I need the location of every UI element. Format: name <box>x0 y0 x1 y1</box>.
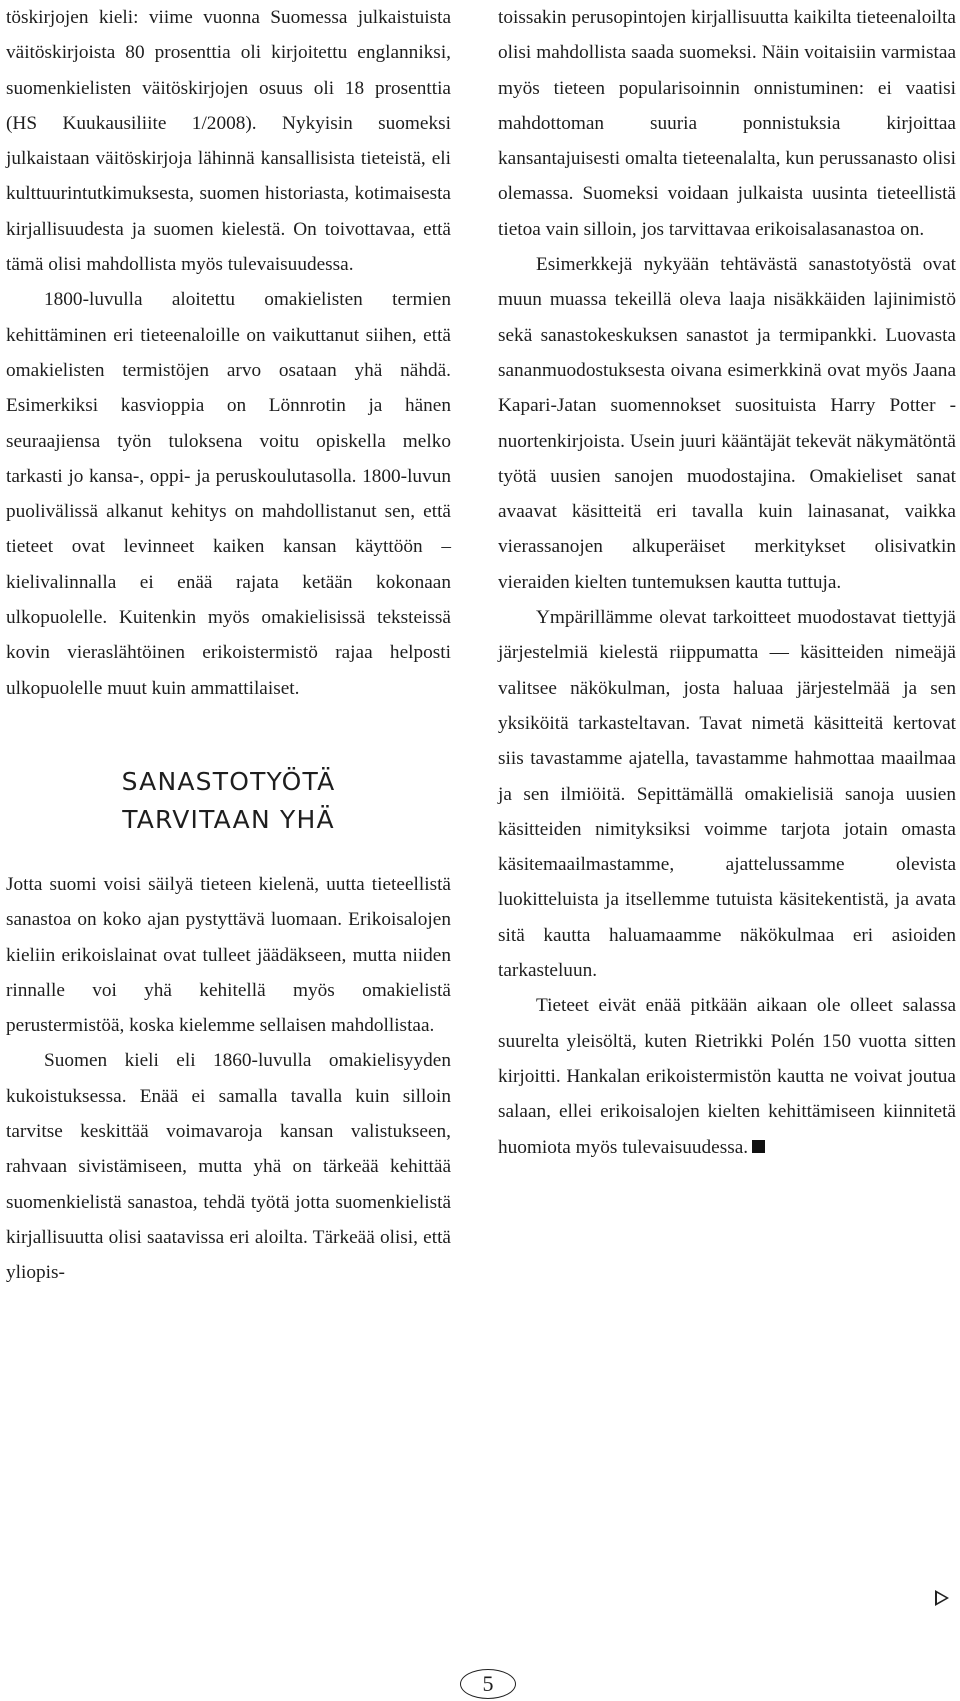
body-paragraph: Ympärillämme olevat tarkoitteet muodostavat tiettyjä järjestelmiä kielestä riippumatta — käsitteiden nimeäjä valitsee näkökulman, josta haluaa järjestelmää ja sen yksiköitä tarkasteltavan. Tavat nimetä käsitteitä kertovat siis tavastamme ajatella, tavastamme hahmottaa maailmaa ja sen ilmiöitä. Sepittämällä omakielisiä sanoja uusien käsitteiden nimityksiksi voimme tarjota jotain omasta käsitemaailmastamme, ajattelussamme olevista luokitteluista ja itsellemme tutuista käsitekentistä, ja avata sitä kautta haluamaamme näkökulmaa eri asioiden tarkasteluun. <box>498 607 956 982</box>
section-heading <box>6 763 451 839</box>
body-paragraph: toissakin perusopintojen kirjallisuutta kaikilta tieteenaloilta olisi mahdollista saada suomeksi. Näin voitaisiin varmistaa myös tieteen popularisoinnin onnistuminen: ei vaatisi mahdottoman suuria ponnistuksia kirjoittaa kansantajuisesti omalta tieteenalalta, kun perussanasto olisi olemassa. Suomeksi voidaan julkaista uusinta tieteellistä tietoa vain silloin, jos tarvittavaa erikoisalasanastoa on. <box>498 7 956 240</box>
triangle-right-icon[interactable] <box>935 1590 949 1606</box>
section-heading-line: SANASTOTYÖTÄ <box>121 766 336 796</box>
body-paragraph: Esimerkkejä nykyään tehtävästä sanastotyöstä ovat muun muassa tekeillä oleva laaja nisäkkäiden lajinimistö sekä sanastokeskuksen sanastot ja termipankki. Luovasta sananmuodostuksesta oivana esimerkkinä ovat myös Jaana Kapari-Jatan suomennokset suosituista Harry Potter -nuortenkirjoista. Usein juuri kääntäjät tekevät näkymätöntä työtä uusien sanojen muodostajina. Omakieliset sanat avaavat käsitteitä eri tavalla kuin lainasanat, vaikka vierassanojen alkuperäiset merkitykset olisivatkin vieraiden kielten tuntemuksen kautta tuttuja. <box>498 254 956 593</box>
black-square-icon <box>752 1140 765 1153</box>
right-column <box>498 0 956 1165</box>
body-paragraph <box>498 988 956 1164</box>
body-paragraph: Suomen kieli eli 1860-luvulla omakielisyyden kukoistuksessa. Enää ei samalla tavalla kuin silloin tarvitse keskittää voimavaroja kansan valistukseen, rahvaan sivistämiseen, mutta yhä on tärkeää kehittää suomenkielistä sanastoa, tehdä työtä jotta suomenkielistä kirjallisuutta olisi saatavissa eri aloilta. Tärkeää olisi, että yliopis- <box>6 1050 451 1284</box>
left-column <box>6 0 451 1291</box>
last-paragraph-text: Tieteet eivät enää pitkään aikaan ole olleet salassa suurelta yleisöltä, kuten Rietrikki Polén 150 vuotta sitten kirjoitti. Hankalan erikoistermistön kautta ne voivat joutua salaan, ellei erikoisalojen kielten kehittämiseen kiinnitetä huomiota myös tulevaisuudessa. <box>498 995 956 1158</box>
body-paragraph: töskirjojen kieli: viime vuonna Suomessa julkaistuista väitöskirjoista 80 prosenttia oli kirjoitettu englanniksi, suomenkielisten väitöskirjojen osuus oli 18 prosenttia (HS Kuukausiliite 1/2008). Nykyisin suomeksi julkaistaan väitöskirjoja lähinnä kansallisista tieteistä, eli kulttuurintutkimuksesta, suomen historiasta, kotimaisesta kirjallisuudesta ja suomen kielestä. On toivottavaa, että tämä olisi mahdollista myös tulevaisuudessa. <box>6 7 451 276</box>
section-heading-line: TARVITAAN YHÄ <box>122 804 335 834</box>
page-number: 5 <box>460 1669 516 1699</box>
body-paragraph: Jotta suomi voisi säilyä tieteen kielenä, uutta tieteellistä sanastoa on koko ajan pystyttävä luomaan. Erikoisalojen kieliin erikoislainat ovat tulleet jäädäkseen, mutta niiden rinnalle voi yhä kehitellä myös omakielistä perustermistöä, koska kielemme sellaisen mahdollistaa. <box>6 873 451 1037</box>
body-paragraph: 1800-luvulla aloitettu omakielisten termien kehittäminen eri tieteenaloille on vaikuttanut siihen, että omakielisten termistöjen arvo osataan yhä nähdä. Esimerkiksi kasvioppia on Lönnrotin ja hänen seuraajiensa työn tuloksena voitu opiskella melko tarkasti jo kansa-, oppi- ja peruskoulutasolla. 1800-luvun puolivälissä alkanut kehitys on mahdollistanut sen, että tieteet ovat levinneet kaiken kansan käyttöön – kielivalinnalla ei enää rajata ketään kokonaan ulkopuolelle. Kuitenkin myös omakielisissä teksteissä kovin vieraslähtöinen erikoistermistö rajaa helposti ulkopuolelle muut kuin ammattilaiset. <box>6 289 451 699</box>
